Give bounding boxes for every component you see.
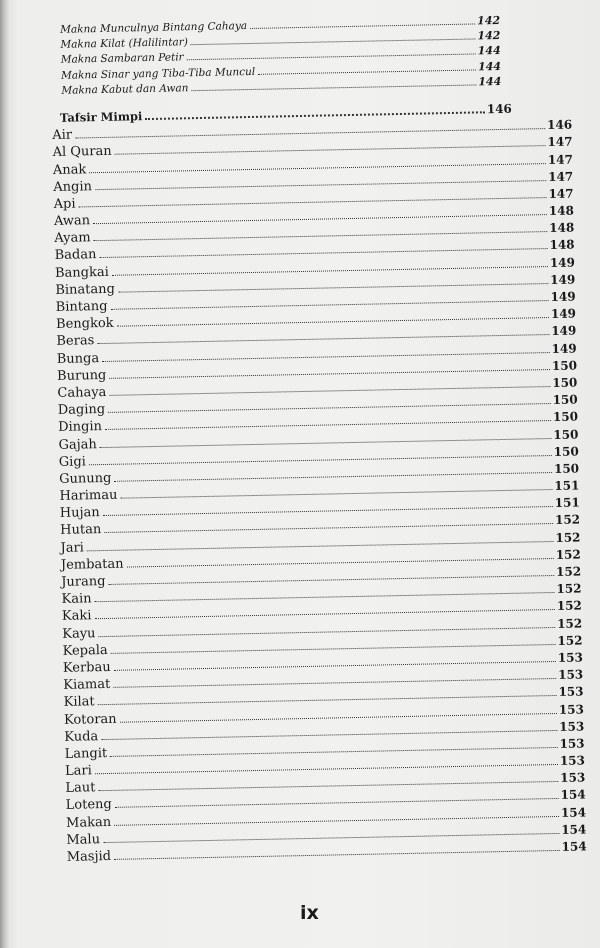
entry-page: 148 [549, 237, 575, 253]
entry-title: Badan [54, 247, 97, 264]
entry-page: 144 [477, 59, 502, 73]
entry-page: 150 [552, 392, 578, 408]
entry-title: Kayu [62, 625, 96, 642]
entry-page: 150 [553, 461, 580, 476]
entry-page: 150 [551, 358, 578, 373]
entry-title: Ayam [54, 230, 91, 247]
entry-title: Angin [53, 178, 93, 195]
page-number: ix [300, 902, 319, 924]
entry-page: 152 [555, 547, 581, 562]
entry-title: Bengkok [55, 315, 114, 333]
entry-page: 152 [554, 512, 581, 528]
entry-page: 149 [550, 306, 577, 322]
entry-page: 148 [549, 220, 575, 236]
entry-page: 149 [549, 255, 576, 270]
entry-page: 147 [547, 134, 573, 150]
entry-title: Kotoran [63, 711, 117, 728]
entry-title: Makna Sinar yang Tiba-Tiba Muncul [60, 65, 256, 82]
entry-title: Hujan [59, 505, 100, 522]
entry-title: Lari [64, 763, 92, 779]
entry-title: Beras [56, 333, 95, 350]
entry-title: Api [53, 196, 76, 212]
entry-page: 152 [556, 616, 583, 631]
entry-title: Kerbau [62, 659, 111, 676]
entry-title: Bangkai [54, 264, 109, 281]
entry-page: 154 [561, 839, 587, 854]
entry-page: 150 [552, 375, 578, 390]
entry-page: 149 [550, 272, 576, 287]
entry-page: 154 [561, 822, 587, 837]
entry-page: 151 [554, 478, 580, 494]
entry-page: 149 [551, 341, 577, 356]
page-binding-edge [0, 0, 9, 948]
entry-page: 152 [555, 564, 582, 579]
entry-title: Harimau [59, 487, 118, 504]
entry-title: Al Quran [52, 144, 112, 161]
entry-title: Makna Munculnya Bintang Cahaya [60, 20, 248, 36]
entry-page: 152 [555, 530, 581, 545]
entry-title: Cahaya [57, 384, 107, 401]
dot-leader [250, 23, 475, 29]
entry-title: Jurang [61, 574, 106, 590]
entry-title: Makna Kabut dan Awan [61, 81, 189, 97]
entry-page: 147 [547, 152, 573, 167]
entry-page: 150 [553, 444, 579, 459]
entry-title: Makan [65, 814, 112, 831]
entry-title: Jembatan [60, 556, 124, 573]
entry-page: 149 [550, 289, 576, 305]
dot-leader [258, 69, 476, 74]
entry-title: Kain [61, 591, 92, 608]
table-of-contents [50, 12, 587, 866]
entry-page: 152 [556, 581, 582, 597]
entry-title: Burung [56, 367, 107, 384]
entry-title: Dingin [57, 419, 103, 436]
entry-title: Kiamat [63, 677, 111, 693]
entry-title: Kuda [64, 728, 99, 745]
entry-title: Loteng [65, 797, 112, 814]
entry-page: 150 [553, 426, 579, 442]
entry-title: Anak [52, 161, 87, 178]
entry-title: Hutan [60, 522, 102, 539]
entry-title: Langit [64, 745, 108, 762]
entry-page: 154 [560, 805, 587, 820]
entry-title: Kilat [63, 694, 95, 711]
entry-title: Makna Sambaran Petir [60, 51, 184, 67]
entry-page: 153 [557, 650, 583, 665]
entry-page: 154 [560, 787, 586, 803]
entry-page: 142 [477, 29, 501, 43]
entry-title: Kepala [62, 642, 108, 659]
entry-page: 153 [558, 667, 584, 683]
entry-page: 146 [486, 101, 512, 117]
entry-page: 153 [560, 770, 586, 786]
entry-title: Bunga [56, 350, 100, 367]
entry-title: Makna Kilat (Halilintar) [60, 36, 188, 51]
entry-page: 147 [548, 186, 574, 201]
entry-page: 153 [558, 701, 585, 717]
entry-title: Gunung [59, 470, 112, 487]
entry-title: Gigi [58, 454, 87, 470]
entry-title: Kaki [61, 608, 92, 625]
entry-title: Binatang [55, 281, 116, 298]
entry-page: 153 [559, 736, 585, 751]
entry-title: Gajah [58, 436, 97, 453]
entry-page: 144 [477, 44, 501, 58]
entry-page: 148 [548, 203, 575, 219]
entry-title: Bintang [55, 298, 108, 315]
entry-page: 150 [552, 409, 579, 425]
entry-title: Daging [57, 402, 106, 419]
entry-title: Jari [60, 540, 85, 556]
entry-page: 149 [551, 323, 577, 339]
entry-title: Air [52, 127, 73, 144]
entry-title: Malu [66, 831, 101, 848]
entry-page: 147 [548, 169, 574, 184]
entry-page: 153 [559, 753, 586, 768]
dot-leader [114, 850, 560, 860]
entry-title: Laut [65, 780, 96, 797]
entry-page: 152 [556, 598, 582, 614]
entry-page: 152 [557, 633, 583, 648]
entry-page: 153 [558, 684, 584, 700]
entry-page: 153 [559, 719, 585, 734]
entry-title: Masjid [66, 848, 112, 865]
entry-page: 144 [478, 74, 502, 89]
entry-page: 151 [554, 495, 580, 511]
entry-page: 146 [546, 117, 573, 133]
entry-title: Tafsir Mimpi [59, 109, 143, 125]
entry-page: 142 [476, 13, 501, 28]
entry-title: Awan [53, 213, 91, 230]
